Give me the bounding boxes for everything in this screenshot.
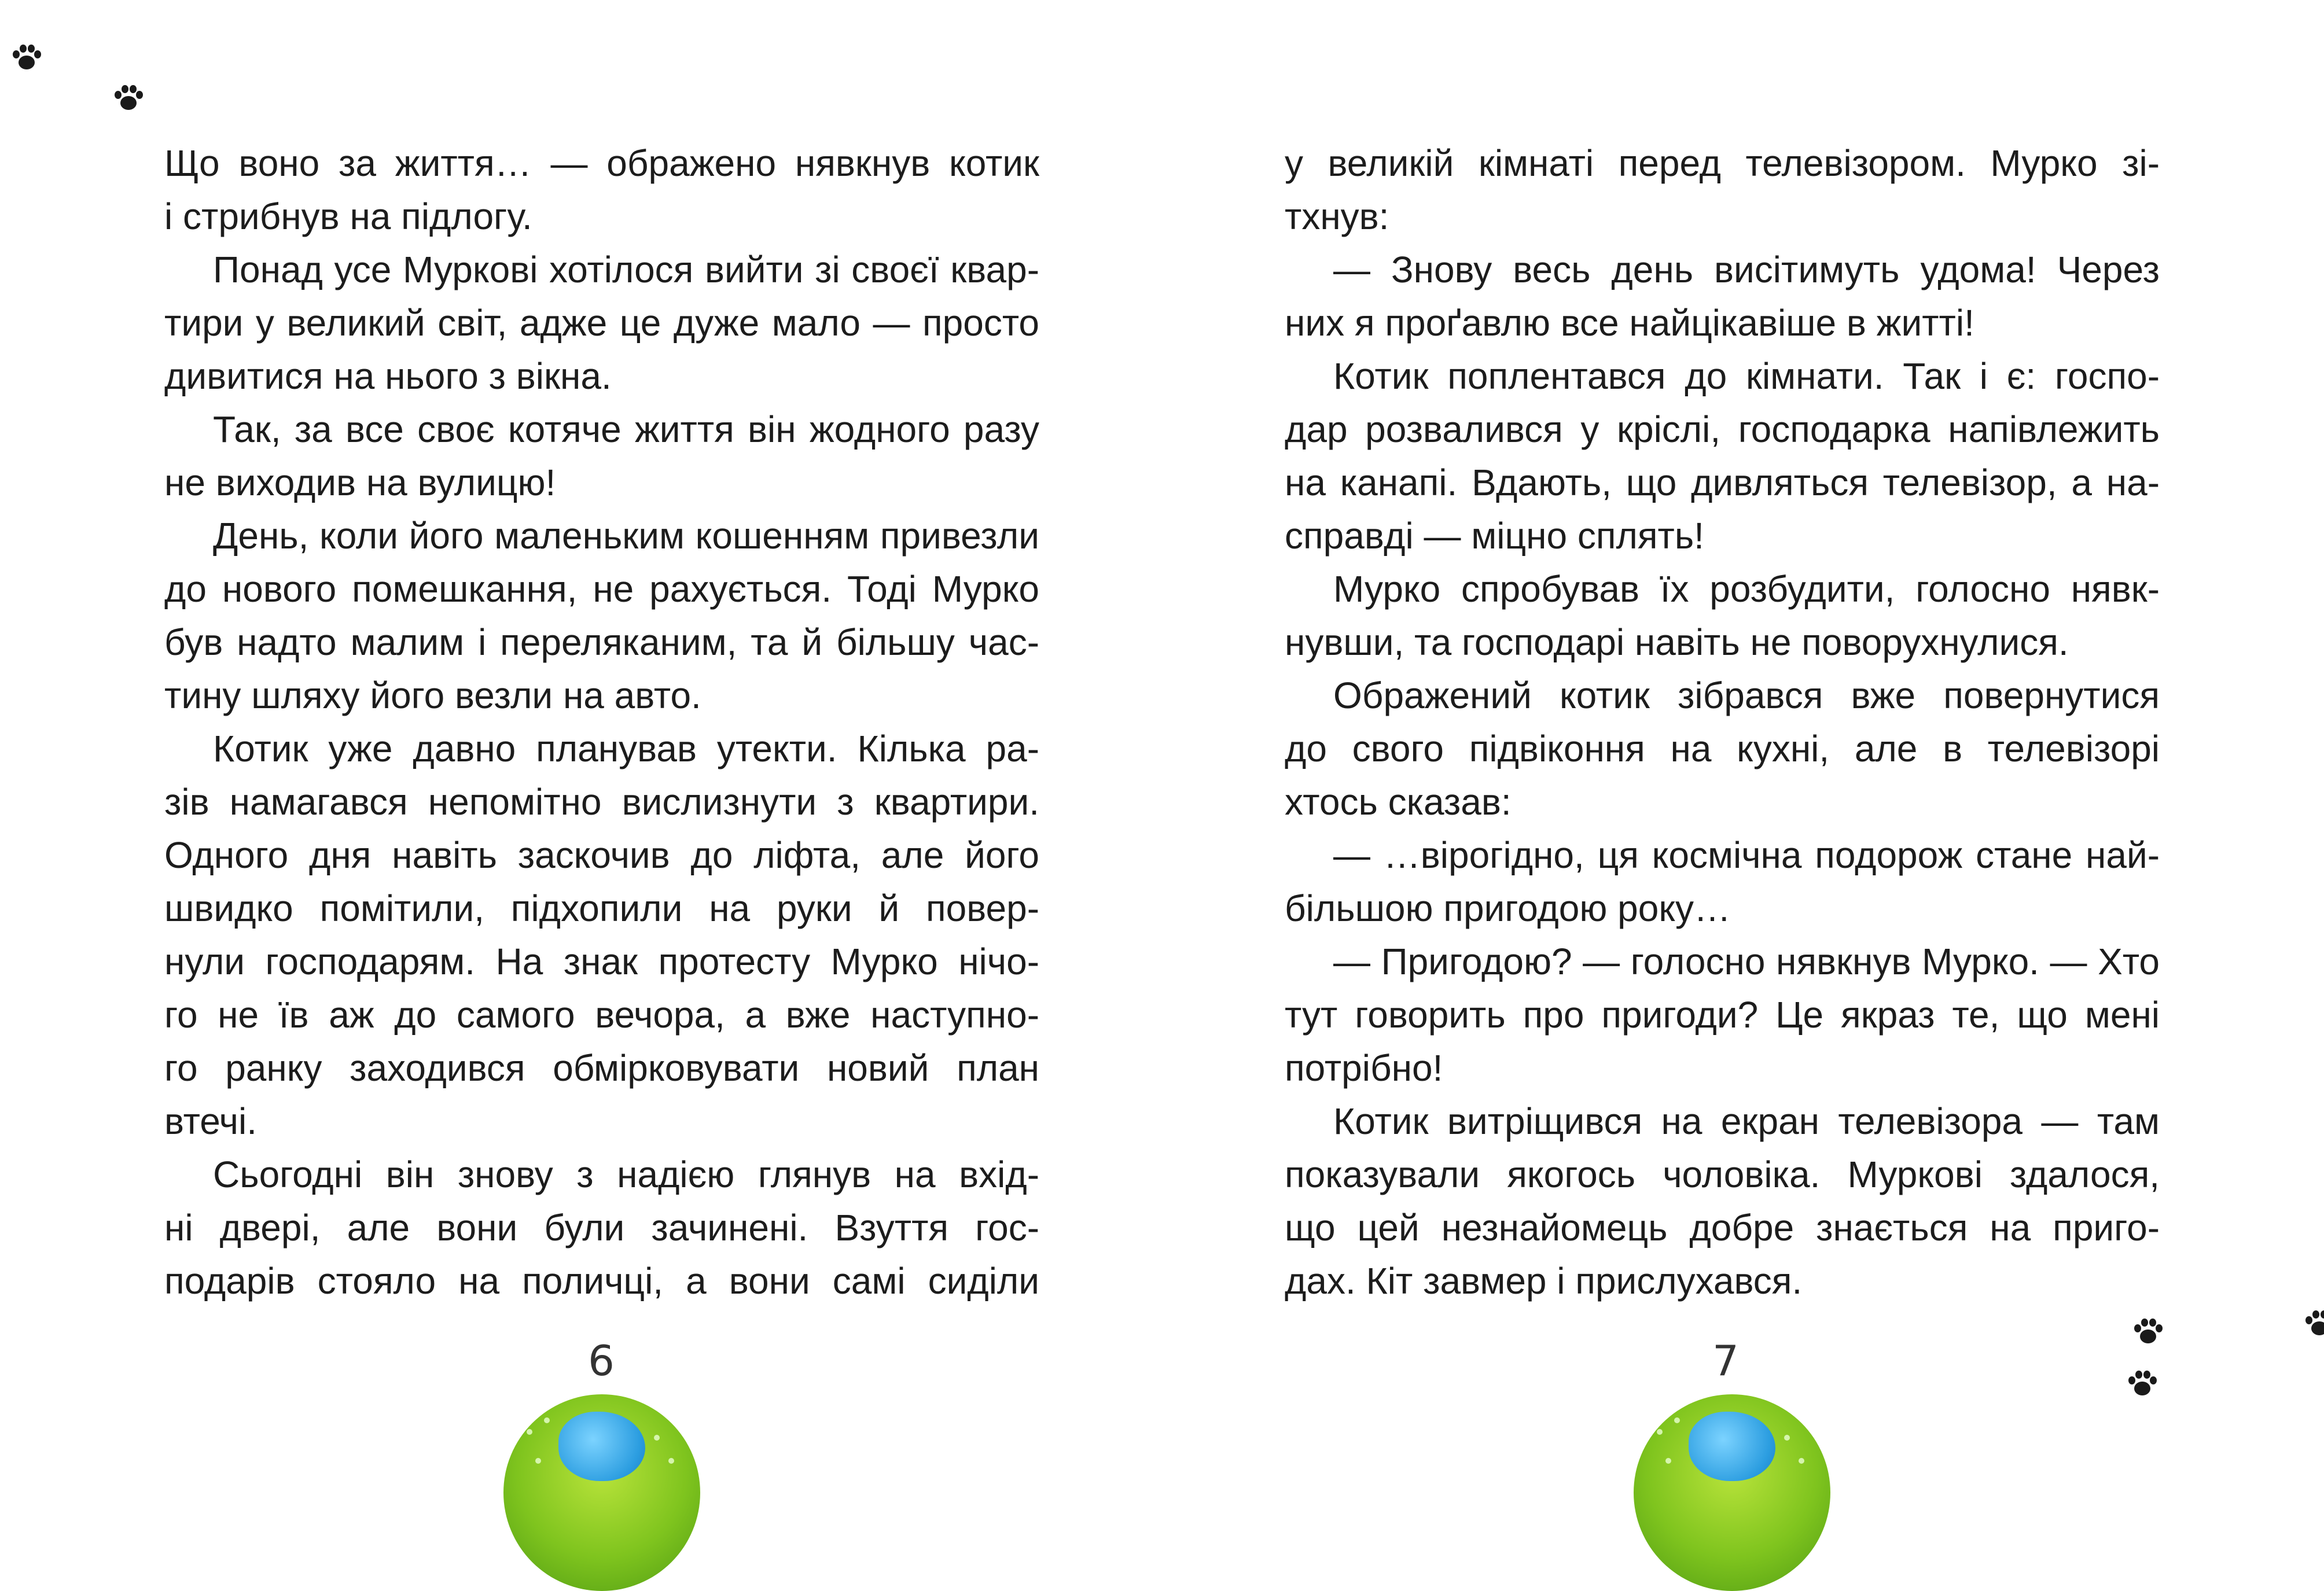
text-line: Сьогодні він знову з надією глянув на вхід- xyxy=(213,1154,1039,1195)
text-line: дах. Кіт завмер і прислухався. xyxy=(1285,1260,1803,1302)
paw-print-icon xyxy=(10,43,43,73)
text-line: них я проґавлю все найцікавіше в житті! xyxy=(1285,302,1974,344)
text-line: — Пригодою? — голосно нявкнув Мурко. — Хто xyxy=(1333,941,2160,982)
text-line: хтось сказав: xyxy=(1285,781,1512,823)
text-line: Котик поплентався до кімнати. Так і є: госпо- xyxy=(1333,355,2160,397)
paw-print-icon xyxy=(112,83,145,113)
page-number: 7 xyxy=(1712,1336,1740,1385)
text-line: втечі. xyxy=(164,1100,257,1142)
text-line: що цей незнайомець добре знається на приго- xyxy=(1285,1207,2160,1249)
paw-print-icon xyxy=(2303,1309,2324,1339)
text-line: не виходив на вулицю! xyxy=(164,462,556,503)
text-line: тири у великий світ, адже це дуже мало — просто xyxy=(164,302,1039,344)
right-page-text xyxy=(1285,137,2160,1308)
text-line: — Знову весь день висітимуть удома! Через xyxy=(1333,249,2160,290)
text-line: Одного дня навіть заскочив до ліфта, але його xyxy=(164,834,1039,876)
text-line: дивитися на нього з вікна. xyxy=(164,355,612,397)
text-line: зів намагався непомітно вислизнути з квартири. xyxy=(164,781,1039,823)
left-page-text xyxy=(164,137,1039,1308)
text-line: Ображений котик зібрався вже повернутися xyxy=(1333,675,2160,716)
text-line: Що воно за життя… — ображено нявкнув котик xyxy=(164,142,1039,184)
text-line: нувши, та господарі навіть не поворухнулися. xyxy=(1285,621,2069,663)
text-line: нули господарям. На знак протесту Мурко нічо- xyxy=(164,941,1039,982)
paw-print-icon xyxy=(2132,1317,2164,1347)
text-line: тхнув: xyxy=(1285,196,1389,237)
text-line: ні двері, але вони були зачинені. Взуття гос- xyxy=(164,1207,1039,1249)
text-line: Так, за все своє котяче життя він жодного разу xyxy=(213,408,1039,450)
text-line: тину шляху його везли на авто. xyxy=(164,675,701,716)
text-line: дар розвалився у кріслі, господарка напівлежить xyxy=(1285,408,2160,450)
text-line: День, коли його маленьким кошенням привезли xyxy=(213,515,1039,557)
text-line: Мурко спробував їх розбудити, голосно нявк- xyxy=(1333,568,2160,610)
text-line: у великій кімнаті перед телевізором. Мурко зі- xyxy=(1285,142,2160,184)
page-number: 6 xyxy=(588,1336,616,1385)
text-line: Котик витріщився на екран телевізора — там xyxy=(1333,1100,2160,1142)
text-line: до нового помешкання, не рахується. Тоді Мурко xyxy=(164,568,1039,610)
text-line: го не їв аж до самого вечора, а вже наступно- xyxy=(164,994,1039,1036)
globe-icon xyxy=(503,1394,700,1591)
paw-print-icon xyxy=(2126,1369,2158,1399)
text-line: тут говорить про пригоди? Це якраз те, що мені xyxy=(1285,994,2160,1036)
text-line: був надто малим і переляканим, та й більшу час- xyxy=(164,621,1039,663)
text-line: го ранку заходився обмірковувати новий план xyxy=(164,1047,1039,1089)
text-line: справді — міцно сплять! xyxy=(1285,515,1704,557)
text-line: швидко помітили, підхопили на руки й повер- xyxy=(164,887,1039,929)
text-line: до свого підвіконня на кухні, але в телевізорі xyxy=(1285,728,2160,769)
globe-icon xyxy=(1634,1394,1830,1591)
text-line: на канапі. Вдають, що дивляться телевізор, а на- xyxy=(1285,462,2160,503)
left-page xyxy=(0,0,1162,1470)
text-line: показували якогось чоловіка. Муркові здалося, xyxy=(1285,1154,2160,1195)
text-line: більшою пригодою року… xyxy=(1285,887,1731,929)
text-line: потрібно! xyxy=(1285,1047,1443,1089)
text-line: подарів стояло на поличці, а вони самі сиділи xyxy=(164,1260,1039,1302)
text-line: і стрибнув на підлогу. xyxy=(164,196,532,237)
text-line: Понад усе Муркові хотілося вийти зі своєї квар- xyxy=(213,249,1039,290)
right-page xyxy=(1162,0,2324,1470)
text-line: — …вірогідно, ця космічна подорож стане най- xyxy=(1333,834,2160,876)
text-line: Котик уже давно планував утекти. Кілька ра- xyxy=(213,728,1039,769)
